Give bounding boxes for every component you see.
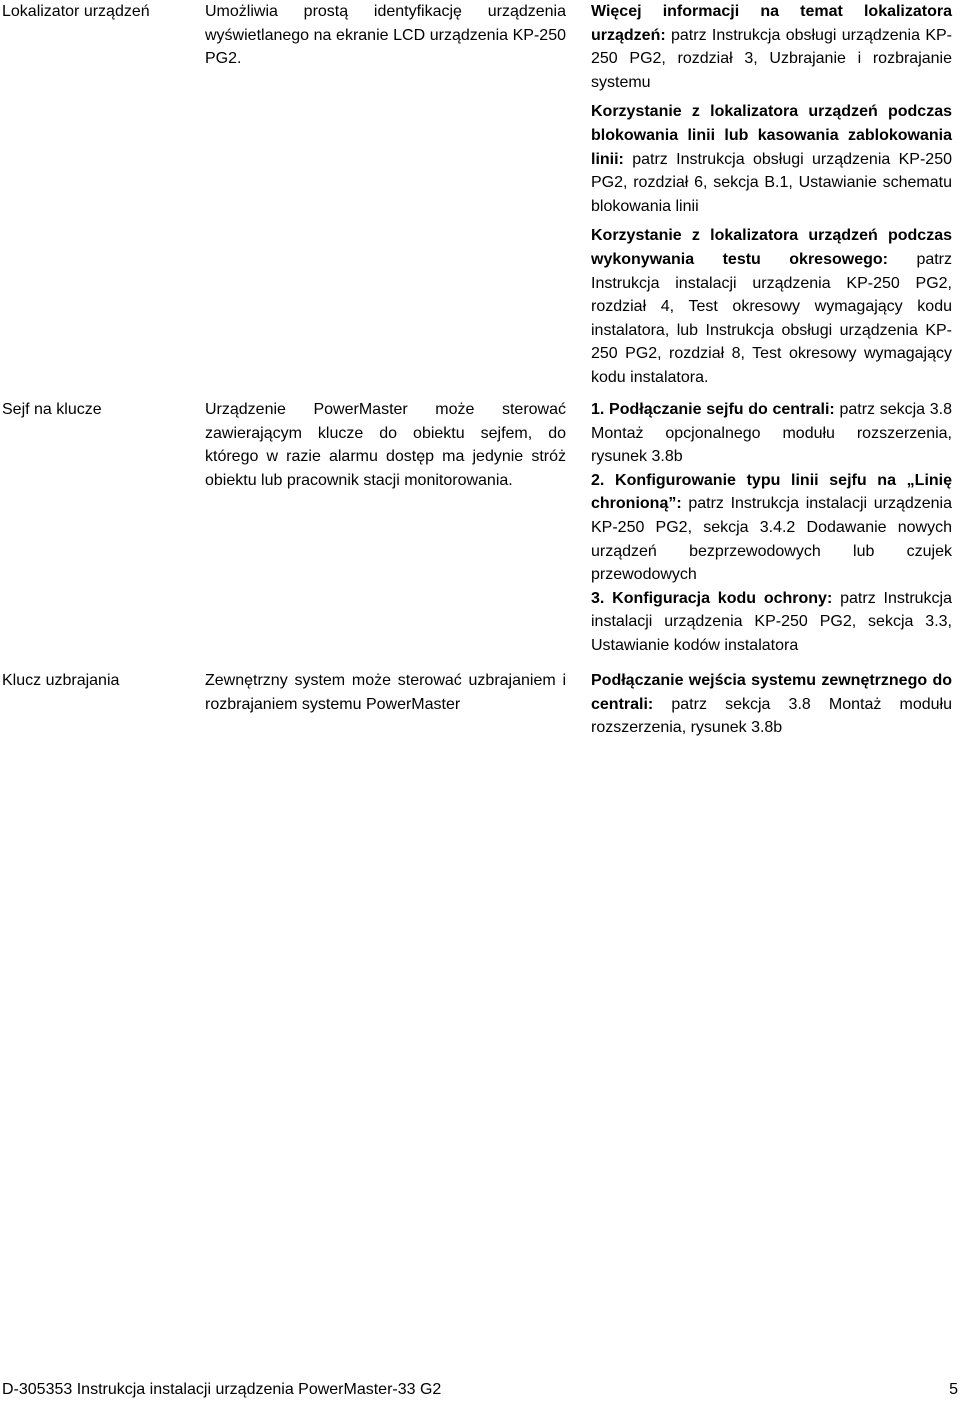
detail-paragraph	[591, 398, 952, 469]
feature-description: Zewnętrzny system może sterować uzbrajaniem i rozbrajaniem systemu PowerMaster	[205, 672, 566, 713]
detail-text: patrz Instrukcja instalacji urządzenia KP-250 PG2, rozdział 4, Test okresowy wymagający kodu instalatora, lub Instrukcja obsługi urządzenia KP-250 PG2, rozdział 8, Test okresowy wymagający kodu instalatora.	[591, 250, 953, 386]
detail-heading: Więcej informacji na temat lokalizatora urządzeń:	[591, 3, 952, 44]
detail-heading: Podłączanie wejścia systemu zewnętrznego do centrali:	[591, 672, 952, 713]
feature-name: Lokalizator urządzeń	[2, 3, 150, 20]
feature-details	[591, 0, 952, 396]
feature-details	[591, 398, 952, 664]
detail-paragraph	[591, 100, 952, 218]
detail-paragraph	[591, 587, 952, 658]
detail-text: patrz Instrukcja obsługi urządzenia KP-250 PG2, rozdział 3, Uzbrajanie i rozbrajanie systemu	[591, 26, 952, 91]
footer-document-title: D-305353 Instrukcja instalacji urządzenia PowerMaster-33 G2	[2, 1381, 442, 1398]
detail-text: patrz sekcja 3.8 Montaż modułu rozszerzenia, rysunek 3.8b	[591, 695, 952, 737]
detail-paragraph	[591, 669, 952, 740]
detail-paragraph	[591, 0, 952, 94]
detail-paragraph	[591, 224, 952, 389]
feature-name: Sejf na klucze	[2, 401, 102, 418]
feature-details	[591, 669, 952, 746]
detail-heading: 1. Podłączanie sejfu do centrali:	[591, 401, 835, 418]
feature-description: Urządzenie PowerMaster może sterować zawierającym klucze do obiektu sejfem, do którego w razie alarmu dostęp ma jedynie stróż obiektu lub pracownik stacji monitorowania.	[205, 401, 566, 489]
detail-text: patrz Instrukcja obsługi urządzenia KP-250 PG2, rozdział 6, sekcja B.1, Ustawianie schematu blokowania linii	[591, 150, 952, 215]
feature-description: Umożliwia prostą identyfikację urządzenia wyświetlanego na ekranie LCD urządzenia KP-250 PG2.	[205, 3, 566, 68]
detail-heading: Korzystanie z lokalizatora urządzeń podczas wykonywania testu okresowego:	[591, 227, 952, 268]
detail-heading: Korzystanie z lokalizatora urządzeń podczas blokowania linii lub kasowania zablokowania linii:	[591, 103, 952, 168]
detail-text: patrz Instrukcja instalacji urządzenia KP-250 PG2, sekcja 3.3, Ustawianie kodów instalatora	[591, 589, 952, 654]
detail-text: patrz sekcja 3.8 Montaż opcjonalnego modułu rozszerzenia, rysunek 3.8b	[591, 401, 953, 466]
detail-paragraph	[591, 469, 952, 587]
detail-heading: 2. Konfigurowanie typu linii sejfu na „Linię chronioną”:	[591, 471, 952, 513]
feature-name: Klucz uzbrajania	[2, 672, 120, 689]
footer-page-number: 5	[949, 1381, 958, 1398]
detail-text: patrz Instrukcja instalacji urządzenia KP-250 PG2, sekcja 3.4.2 Dodawanie nowych urządzeń bezprzewodowych lub czujek przewodowych	[591, 495, 952, 584]
detail-heading: 3. Konfiguracja kodu ochrony:	[591, 589, 833, 607]
